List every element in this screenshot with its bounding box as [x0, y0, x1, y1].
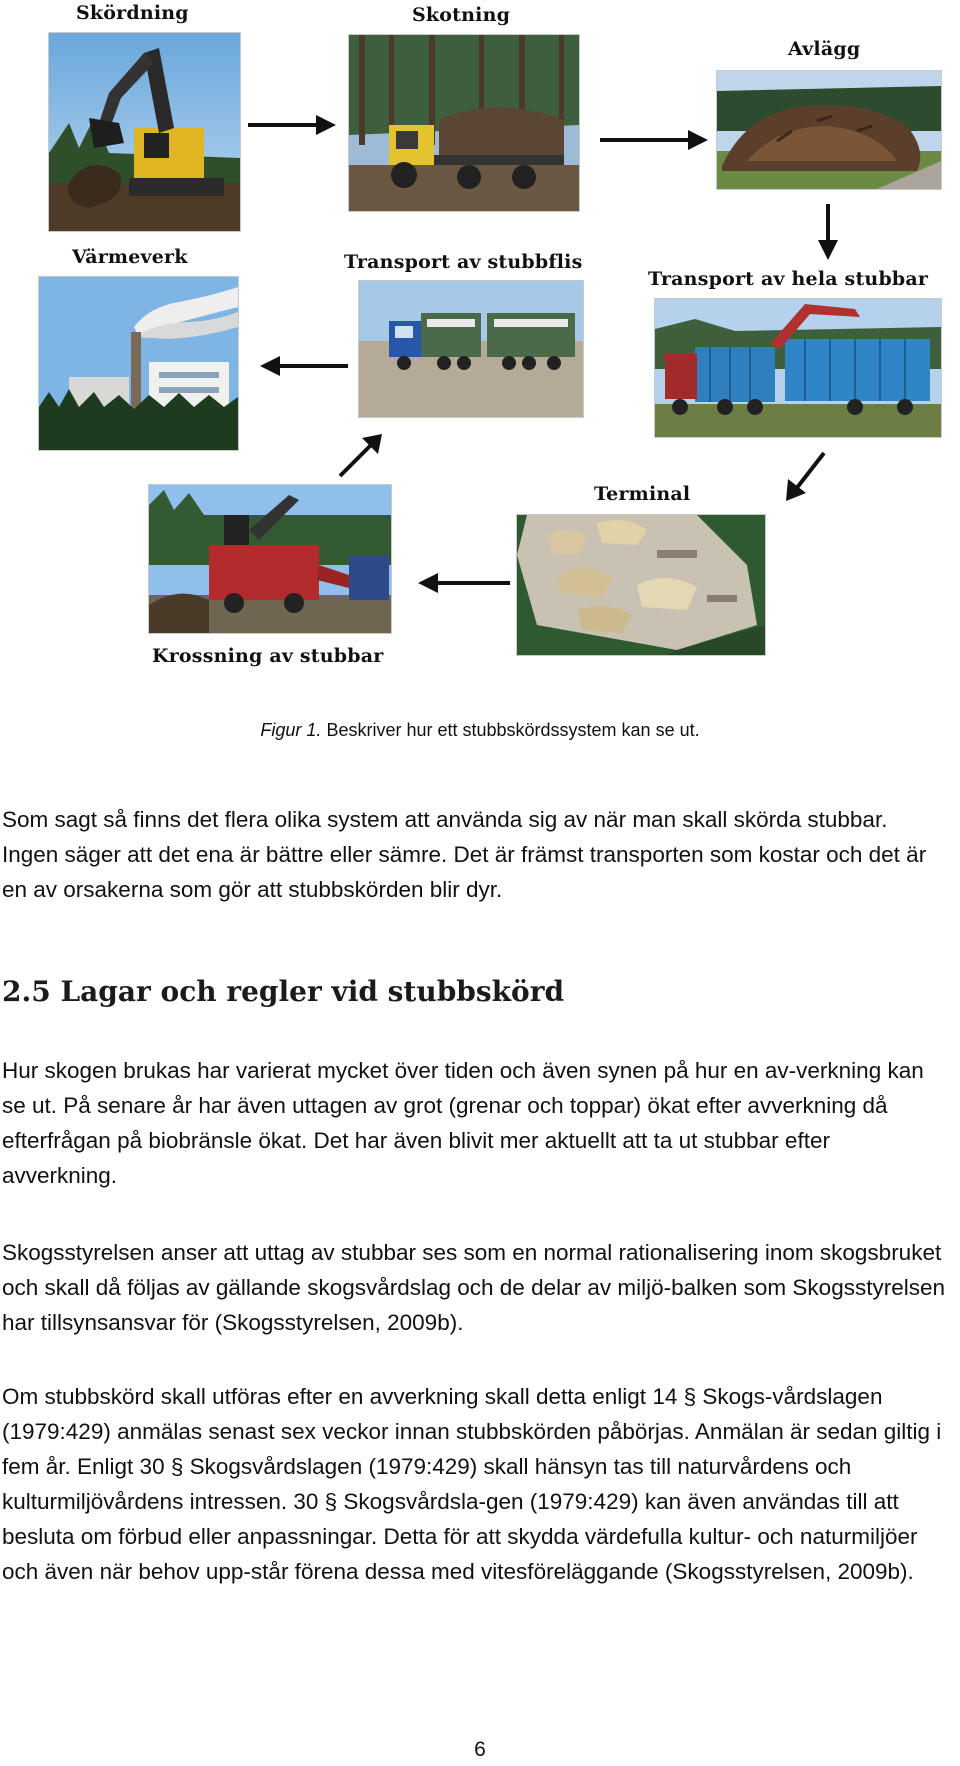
label-terminal: Terminal [594, 483, 691, 505]
arrow-right-icon [246, 112, 338, 138]
label-varmeverk: Värmeverk [72, 246, 188, 268]
stump-crusher-photo [148, 484, 392, 634]
heating-plant-photo [38, 276, 239, 451]
paragraph-3: Om stubbskörd skall utföras efter en avverkning skall detta enligt 14 § Skogs-vårdslagen (1979:429) anmälas senast sex veckor innan stubbskörden påbörjas. Anmälan är sedan giltig i fem år. Enligt 30 § Skogsvårdslagen (1979:429) skall hänsyn tas till naturvårdens och kulturmiljövårdens intressen. 30 § Skogsvårdsla-gen (1979:429) kan även användas till att besluta om förbud eller anpassningar. Detta för att skydda värdefulla kultur- och naturmiljöer och även när behov upp-står förena dessa med vitesföreläggande (Skogsstyrelsen, 2009b). [2, 1384, 942, 1584]
arrow-down-icon [815, 202, 841, 262]
section-heading: 2.5 Lagar och regler vid stubbskörd [2, 975, 565, 1008]
intro-paragraph: Som sagt så finns det flera olika system att använda sig av när man skall skörda stubbar. Ingen säger att det ena är bättre eller sämre. Det är främst transporten som kostar och det är en av orsakerna som gör att stubbskörden blir dyr. [2, 807, 927, 902]
stump-truck-photo [654, 298, 942, 438]
label-krossning: Krossning av stubbar [152, 645, 384, 667]
label-skotning: Skotning [412, 4, 511, 26]
paragraph-2: Skogsstyrelsen anser att uttag av stubbar ses som en normal rationalisering inom skogsbruket och skall då följas av gällande skogsvårdslag och de delar av miljö-balken som Skogsstyrelsen har tillsynsansvar för (Skogsstyrelsen, 2009b). [2, 1240, 945, 1335]
arrow-left-icon [414, 570, 512, 596]
stump-harvest-figure [0, 0, 960, 700]
caption-lead: Figur 1. [260, 720, 322, 740]
label-transport-stubbflis: Transport av stubbflis [344, 251, 583, 273]
label-avlagg: Avlägg [788, 38, 861, 60]
roadside-pile-photo [716, 70, 942, 190]
page-number: 6 [474, 1738, 486, 1761]
arrow-right-icon [598, 127, 710, 153]
paragraph-1: Hur skogen brukas har varierat mycket över tiden och även synen på hur en av-verkning kan se ut. På senare år har även uttagen av grot (grenar och toppar) ökat efter avverkning då efterfrågan på biobränsle ökat. Det har även blivit mer aktuellt att ta ut stubbar efter avverkning. [2, 1058, 924, 1188]
figure-caption [0, 720, 960, 741]
terminal-aerial-photo [516, 514, 766, 656]
excavator-photo [48, 32, 241, 232]
label-skordning: Skördning [76, 2, 189, 24]
label-transport-hela-stubbar: Transport av hela stubbar [648, 268, 929, 290]
caption-text: Beskriver hur ett stubbskördssystem kan se ut. [321, 720, 700, 740]
arrow-down-left-icon [782, 449, 828, 503]
forwarder-photo [348, 34, 580, 212]
arrow-up-right-icon [336, 430, 386, 480]
arrow-left-icon [256, 353, 350, 379]
chip-truck-photo [358, 280, 584, 418]
